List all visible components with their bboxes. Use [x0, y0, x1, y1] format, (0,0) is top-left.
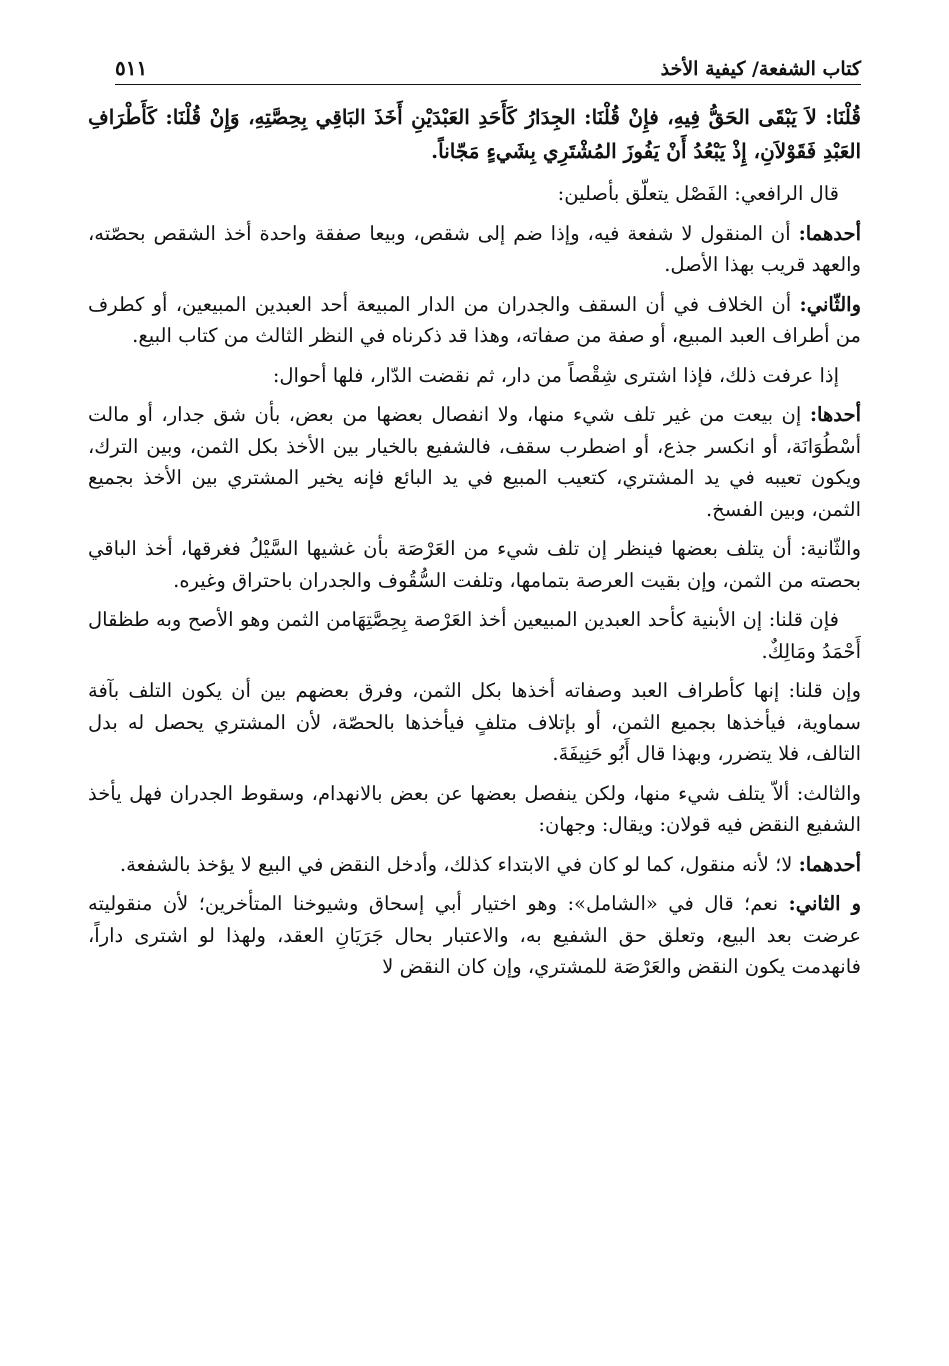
- paragraph-second-state: والثّانية: أن يتلف بعضها فينظر إن تلف شيء من العَرْصَة بأن غشيها السَّيْلُ فغرقها، أخذ الباقي بحصته من الثمن، وإن بقيت العرصة بتمامها، وتلفت السُّقُوف والجدران باحتراق وغيره.: [88, 537, 861, 592]
- page-body: [88, 100, 861, 991]
- paragraph-first-view: أحدهما: لا؛ لأنه منقول، كما لو كان في الابتداء كذلك، وأدخل النقض في البيع لا يؤخذ بالشفعة.: [119, 852, 861, 876]
- paragraph-buildings-opinion: فإن قلنا: إن الأبنية كأحد العبدين المبيعين أخذ العَرْصة بِحِصَّتِهَامن الثمن وهو الأصح وبه طظقال أَحْمَدُ ومَالِكٌ.: [88, 608, 861, 663]
- sharh-intro-paragraph: قال الرافعي: الفَصْل يتعلّق بأصلين:: [557, 182, 839, 205]
- matn-paragraph: قُلْنَا: لاَ يَبْقَى الحَقُّ فِيهِ، فإِنْ قُلْنَا: الجِدَارُ كَأَحَدِ العَبْدَيْنِ أَخَذَ البَاقِي بِحِصَّتِهِ، وَإِنْ قُلْنَا: كَأَطْرَافِ العَبْدِ فَقَوْلاَنِ، إِذْ يَبْعُدُ أَنْ يَفُوزَ المُشْتَرِي بِشَيءٍ مَجّاناً.: [88, 105, 861, 163]
- paragraph-lead: والثّاني:: [799, 292, 861, 316]
- paragraph-lead: أحدهما:: [798, 852, 861, 876]
- paragraph-lead: و الثاني:: [788, 892, 861, 915]
- page-number: ٥١١: [115, 56, 148, 80]
- paragraph-limbs-opinion: وإن قلنا: إنها كأطراف العبد وصفاته أخذها بكل الثمن، وفرق بعضهم بين أن يكون التلف بآفة سماوية، فيأخذها بجميع الثمن، أو بإتلاف متلفٍ فيأخذها بالحصّة، لأن المشتري يحصل له بدل التالف، فلا يتضرر، وبهذا قال أَبُو حَنِيفَةَ.: [88, 679, 861, 765]
- paragraph-first-principle: أحدهما: أن المنقول لا شفعة فيه، وإذا ضم إلى شقص، وبيعا صفقة واحدة أخذ الشقص بحصّته، والعهد قريب بهذا الأصل.: [88, 221, 861, 276]
- chapter-title: كتاب الشفعة/ كيفية الأخذ: [660, 58, 861, 80]
- paragraph-lead: أحدهما:: [798, 221, 861, 245]
- paragraph-lead: أحدها:: [809, 403, 861, 426]
- paragraph-states-intro: إذا عرفت ذلك، فإذا اشترى شِقْصاً من دار، ثم نقضت الدّار، فلها أحوال:: [272, 363, 839, 387]
- paragraph-first-state: أحدها: إن بيعت من غير تلف شيء منها، ولا انفصال بعضها من بعض، بأن شق جدار، أو مالت أسْطُوَانَة، أو انكسر جذع، أو اضطرب سقف، فالشفيع بالخيار بين الأخذ بكل الثمن، وبين الترك، ويكون تعيبه في يد المشتري، كتعيب المبيع في يد البائع فإنه يخير المشتري بين الأخذ بجميع الثمن، وبين الفسخ.: [88, 403, 861, 521]
- paragraph-second-principle: والثّاني: أن الخلاف في أن السقف والجدران من الدار المبيعة أحد العبدين المبيعين، أو كطرف من أطراف العبد المبيع، أو صفة من صفاته، وهذا قد ذكرناه في النظر الثالث من كتاب البيع.: [88, 292, 861, 347]
- paragraph-third-state: والثالث: ألاّ يتلف شيء منها، ولكن ينفصل بعضها عن بعض بالانهدام، وسقوط الجدران فهل يأخذ الشفيع النقض فيه قولان: ويقال: وجهان:: [88, 781, 861, 836]
- paragraph-second-view: و الثاني: نعم؛ قال في «الشامل»: وهو اختيار أبي إسحاق وشيوخنا المتأخرين؛ لأن منقوليته عرضت بعد البيع، وتعلق حق الشفيع به، والاعتبار بحال جَرَيَانِ العقد، ولهذا لو اشترى داراً، فانهدمت يكون النقض والعَرْصَة للمشتري، وإن كان النقض لا: [88, 892, 861, 978]
- running-header: [115, 44, 861, 85]
